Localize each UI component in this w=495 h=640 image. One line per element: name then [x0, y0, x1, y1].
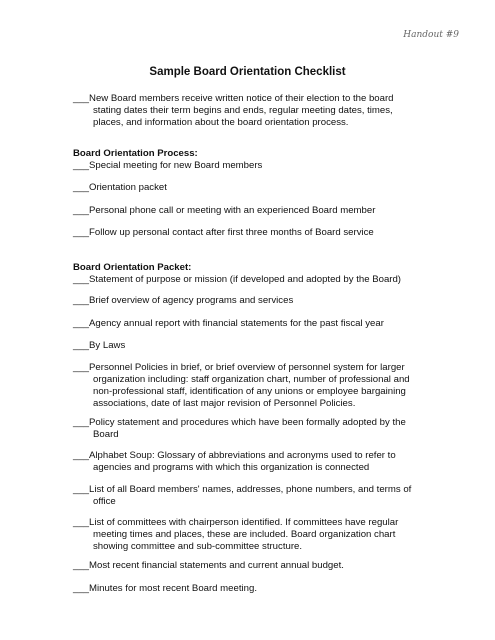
- checkbox-blank[interactable]: ___: [73, 93, 90, 104]
- handout-label: Handout #9: [403, 30, 459, 40]
- item-text: Most recent financial statements and current annual budget.: [89, 560, 344, 571]
- item-text: agencies and programs with which this organization is connected: [93, 462, 370, 473]
- checklist-item: [73, 274, 435, 286]
- checkbox-blank[interactable]: ___: [73, 484, 90, 495]
- checklist-item: [73, 517, 435, 553]
- checklist-item: [73, 417, 435, 441]
- checkbox-blank[interactable]: ___: [73, 318, 90, 329]
- checkbox-blank[interactable]: ___: [73, 362, 90, 373]
- item-text: Policy statement and procedures which have been formally adopted by the: [89, 417, 406, 428]
- item-text: meeting times and places, these are included. Board organization chart: [93, 529, 396, 540]
- checkbox-blank[interactable]: ___: [73, 517, 90, 528]
- item-text: List of all Board members' names, addresses, phone numbers, and terms of: [89, 484, 412, 495]
- checklist-item: [73, 484, 435, 508]
- item-text: Special meeting for new Board members: [89, 160, 263, 171]
- checkbox-blank[interactable]: ___: [73, 340, 90, 351]
- checklist-item: [73, 340, 435, 352]
- item-text: showing committee and sub-committee structure.: [93, 541, 303, 552]
- section-heading-packet: Board Orientation Packet:: [73, 262, 192, 273]
- checklist-item: [73, 362, 435, 410]
- checkbox-blank[interactable]: ___: [73, 274, 90, 285]
- item-text: non-professional staff, identification of any unions or employee bargaining: [93, 386, 406, 397]
- page-title: Sample Board Orientation Checklist: [149, 66, 346, 78]
- section-heading-process: Board Orientation Process:: [73, 148, 198, 159]
- intro-line: places, and information about the board orientation process.: [93, 117, 349, 128]
- checklist-item: [73, 205, 435, 217]
- item-text: Minutes for most recent Board meeting.: [89, 583, 257, 594]
- checklist-item: [73, 295, 435, 307]
- item-text: Personnel Policies in brief, or brief overview of personnel system for larger: [89, 362, 405, 373]
- item-text: Board: [93, 429, 119, 440]
- checklist-item: [73, 583, 435, 595]
- intro-item: [73, 93, 435, 129]
- item-text: organization including: staff organization chart, number of professional and: [93, 374, 410, 385]
- item-text: Follow up personal contact after first three months of Board service: [89, 227, 374, 238]
- item-text: office: [93, 496, 116, 507]
- checkbox-blank[interactable]: ___: [73, 160, 90, 171]
- checkbox-blank[interactable]: ___: [73, 560, 90, 571]
- checkbox-blank[interactable]: ___: [73, 205, 90, 216]
- item-text: Personal phone call or meeting with an experienced Board member: [89, 205, 376, 216]
- item-text: Agency annual report with financial statements for the past fiscal year: [89, 318, 384, 329]
- checkbox-blank[interactable]: ___: [73, 583, 90, 594]
- checkbox-blank[interactable]: ___: [73, 227, 90, 238]
- item-text: Brief overview of agency programs and services: [89, 295, 294, 306]
- checkbox-blank[interactable]: ___: [73, 182, 90, 193]
- item-text: Orientation packet: [89, 182, 167, 193]
- checklist-item: [73, 182, 435, 194]
- intro-line: New Board members receive written notice of their election to the board: [89, 93, 394, 104]
- item-text: By Laws: [89, 340, 126, 351]
- item-text: Statement of purpose or mission (if developed and adopted by the Board): [89, 274, 402, 285]
- checkbox-blank[interactable]: ___: [73, 417, 90, 428]
- item-text: associations, date of last major revision of Personnel Policies.: [93, 398, 356, 409]
- intro-line: stating dates their term begins and ends, regular meeting dates, times,: [93, 105, 393, 116]
- checkbox-blank[interactable]: ___: [73, 450, 90, 461]
- checklist-item: [73, 160, 435, 172]
- checklist-item: [73, 560, 435, 572]
- item-text: Alphabet Soup: Glossary of abbreviations and acronyms used to refer to: [89, 450, 396, 461]
- checklist-item: [73, 227, 435, 239]
- checkbox-blank[interactable]: ___: [73, 295, 90, 306]
- checklist-item: [73, 450, 435, 474]
- checklist-item: [73, 318, 435, 330]
- item-text: List of committees with chairperson identified. If committees have regular: [89, 517, 399, 528]
